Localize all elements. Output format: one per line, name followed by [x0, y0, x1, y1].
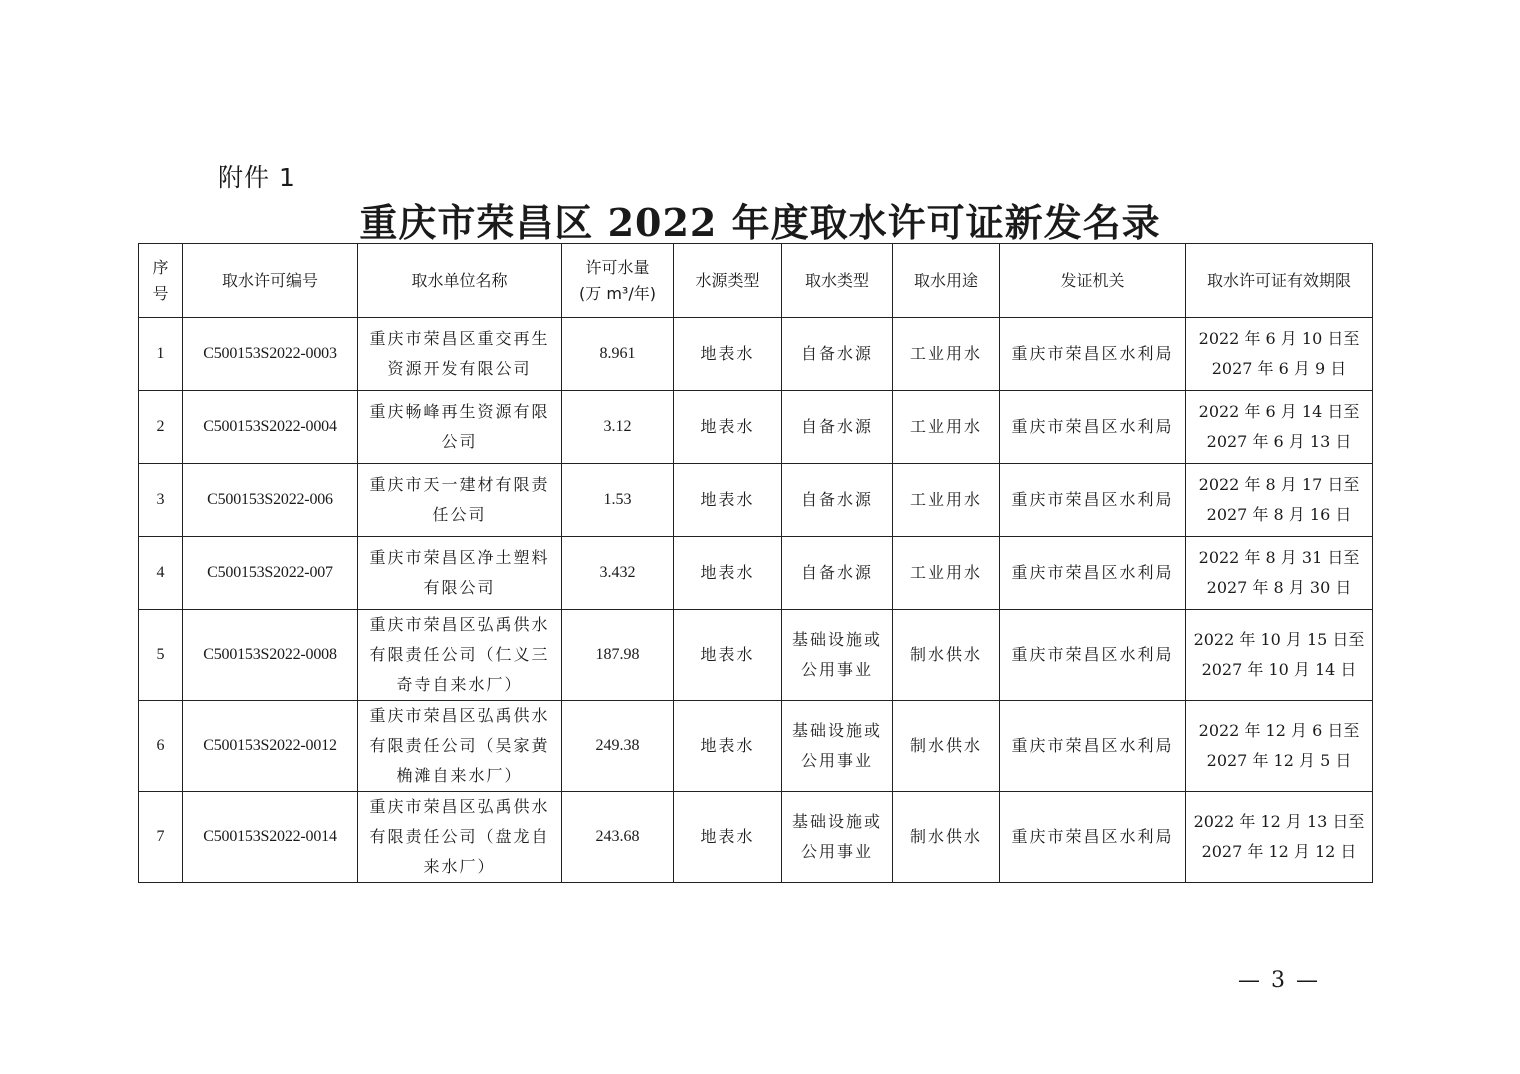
source-type: 地表水	[674, 610, 782, 701]
validity-from: 2022 年 6 月 14 日至	[1198, 402, 1360, 421]
intake-type: 自备水源	[782, 318, 893, 391]
source-type: 地表水	[674, 464, 782, 537]
header-source-type: 水源类型	[674, 244, 782, 318]
source-type: 地表水	[674, 537, 782, 610]
permit-quantity: 8.961	[562, 318, 674, 391]
validity-period	[1186, 391, 1373, 464]
validity-from: 2022 年 12 月 13 日至	[1193, 812, 1365, 831]
table-row	[139, 792, 1373, 883]
validity-to: 2027 年 12 月 12 日	[1201, 842, 1357, 861]
row-index: 2	[139, 391, 183, 464]
page-number: — 3 —	[1238, 968, 1320, 993]
issuing-authority: 重庆市荣昌区水利局	[1000, 701, 1186, 792]
validity-to: 2027 年 6 月 9 日	[1211, 359, 1347, 378]
unit-name: 重庆市荣昌区弘禹供水有限责任公司（吴家黄桷滩自来水厂）	[358, 701, 562, 792]
validity-from: 2022 年 10 月 15 日至	[1193, 630, 1365, 649]
issuing-authority: 重庆市荣昌区水利局	[1000, 391, 1186, 464]
header-index-line1: 序	[152, 257, 169, 277]
header-unit-name: 取水单位名称	[358, 244, 562, 318]
source-type: 地表水	[674, 792, 782, 883]
validity-period	[1186, 537, 1373, 610]
water-use: 制水供水	[893, 701, 1000, 792]
validity-to: 2027 年 8 月 30 日	[1206, 578, 1352, 597]
issuing-authority: 重庆市荣昌区水利局	[1000, 610, 1186, 701]
header-permit-no: 取水许可编号	[183, 244, 358, 318]
water-use: 制水供水	[893, 610, 1000, 701]
source-type: 地表水	[674, 318, 782, 391]
attachment-label: 附件 1	[218, 163, 296, 192]
validity-to: 2027 年 8 月 16 日	[1206, 505, 1352, 524]
permit-number: C500153S2022-0003	[183, 318, 358, 391]
row-index: 5	[139, 610, 183, 701]
intake-type: 基础设施或公用事业	[782, 792, 893, 883]
validity-from: 2022 年 6 月 10 日至	[1198, 329, 1360, 348]
table-row	[139, 537, 1373, 610]
header-index-line2: 号	[152, 283, 169, 303]
unit-name: 重庆畅峰再生资源有限公司	[358, 391, 562, 464]
water-use: 工业用水	[893, 537, 1000, 610]
header-validity: 取水许可证有效期限	[1186, 244, 1373, 318]
header-use: 取水用途	[893, 244, 1000, 318]
validity-period	[1186, 610, 1373, 701]
header-quantity-line2: (万 m³/年)	[579, 283, 656, 303]
unit-name: 重庆市荣昌区净土塑料有限公司	[358, 537, 562, 610]
issuing-authority: 重庆市荣昌区水利局	[1000, 792, 1186, 883]
validity-to: 2027 年 12 月 5 日	[1206, 751, 1352, 770]
validity-to: 2027 年 6 月 13 日	[1206, 432, 1352, 451]
header-quantity	[562, 244, 674, 318]
validity-period	[1186, 464, 1373, 537]
intake-type: 自备水源	[782, 464, 893, 537]
validity-from: 2022 年 8 月 31 日至	[1198, 548, 1360, 567]
validity-period	[1186, 318, 1373, 391]
validity-period	[1186, 701, 1373, 792]
document-title: 重庆市荣昌区 2022 年度取水许可证新发名录	[359, 200, 1161, 245]
row-index: 4	[139, 537, 183, 610]
header-quantity-line1: 许可水量	[585, 257, 650, 277]
permit-quantity: 243.68	[562, 792, 674, 883]
permit-number: C500153S2022-006	[183, 464, 358, 537]
table-row	[139, 318, 1373, 391]
permit-quantity: 187.98	[562, 610, 674, 701]
row-index: 7	[139, 792, 183, 883]
header-authority: 发证机关	[1000, 244, 1186, 318]
water-use: 工业用水	[893, 464, 1000, 537]
permit-number: C500153S2022-0004	[183, 391, 358, 464]
validity-period	[1186, 792, 1373, 883]
permit-quantity: 3.12	[562, 391, 674, 464]
validity-to: 2027 年 10 月 14 日	[1201, 660, 1357, 679]
permit-table	[138, 243, 1373, 883]
water-use: 制水供水	[893, 792, 1000, 883]
table-row	[139, 464, 1373, 537]
row-index: 3	[139, 464, 183, 537]
unit-name: 重庆市天一建材有限责任公司	[358, 464, 562, 537]
header-row	[139, 244, 1373, 318]
intake-type: 基础设施或公用事业	[782, 610, 893, 701]
table-row	[139, 701, 1373, 792]
table-row	[139, 610, 1373, 701]
issuing-authority: 重庆市荣昌区水利局	[1000, 537, 1186, 610]
header-index	[139, 244, 183, 318]
source-type: 地表水	[674, 391, 782, 464]
validity-from: 2022 年 12 月 6 日至	[1198, 721, 1360, 740]
permit-quantity: 1.53	[562, 464, 674, 537]
header-intake-type: 取水类型	[782, 244, 893, 318]
permit-number: C500153S2022-007	[183, 537, 358, 610]
permit-quantity: 249.38	[562, 701, 674, 792]
permit-number: C500153S2022-0014	[183, 792, 358, 883]
water-use: 工业用水	[893, 391, 1000, 464]
validity-from: 2022 年 8 月 17 日至	[1198, 475, 1360, 494]
unit-name: 重庆市荣昌区弘禹供水有限责任公司（仁义三奇寺自来水厂）	[358, 610, 562, 701]
permit-number: C500153S2022-0012	[183, 701, 358, 792]
row-index: 1	[139, 318, 183, 391]
permit-quantity: 3.432	[562, 537, 674, 610]
intake-type: 自备水源	[782, 537, 893, 610]
unit-name: 重庆市荣昌区弘禹供水有限责任公司（盘龙自来水厂）	[358, 792, 562, 883]
issuing-authority: 重庆市荣昌区水利局	[1000, 318, 1186, 391]
row-index: 6	[139, 701, 183, 792]
table-row	[139, 391, 1373, 464]
intake-type: 自备水源	[782, 391, 893, 464]
intake-type: 基础设施或公用事业	[782, 701, 893, 792]
water-use: 工业用水	[893, 318, 1000, 391]
source-type: 地表水	[674, 701, 782, 792]
issuing-authority: 重庆市荣昌区水利局	[1000, 464, 1186, 537]
permit-number: C500153S2022-0008	[183, 610, 358, 701]
unit-name: 重庆市荣昌区重交再生资源开发有限公司	[358, 318, 562, 391]
